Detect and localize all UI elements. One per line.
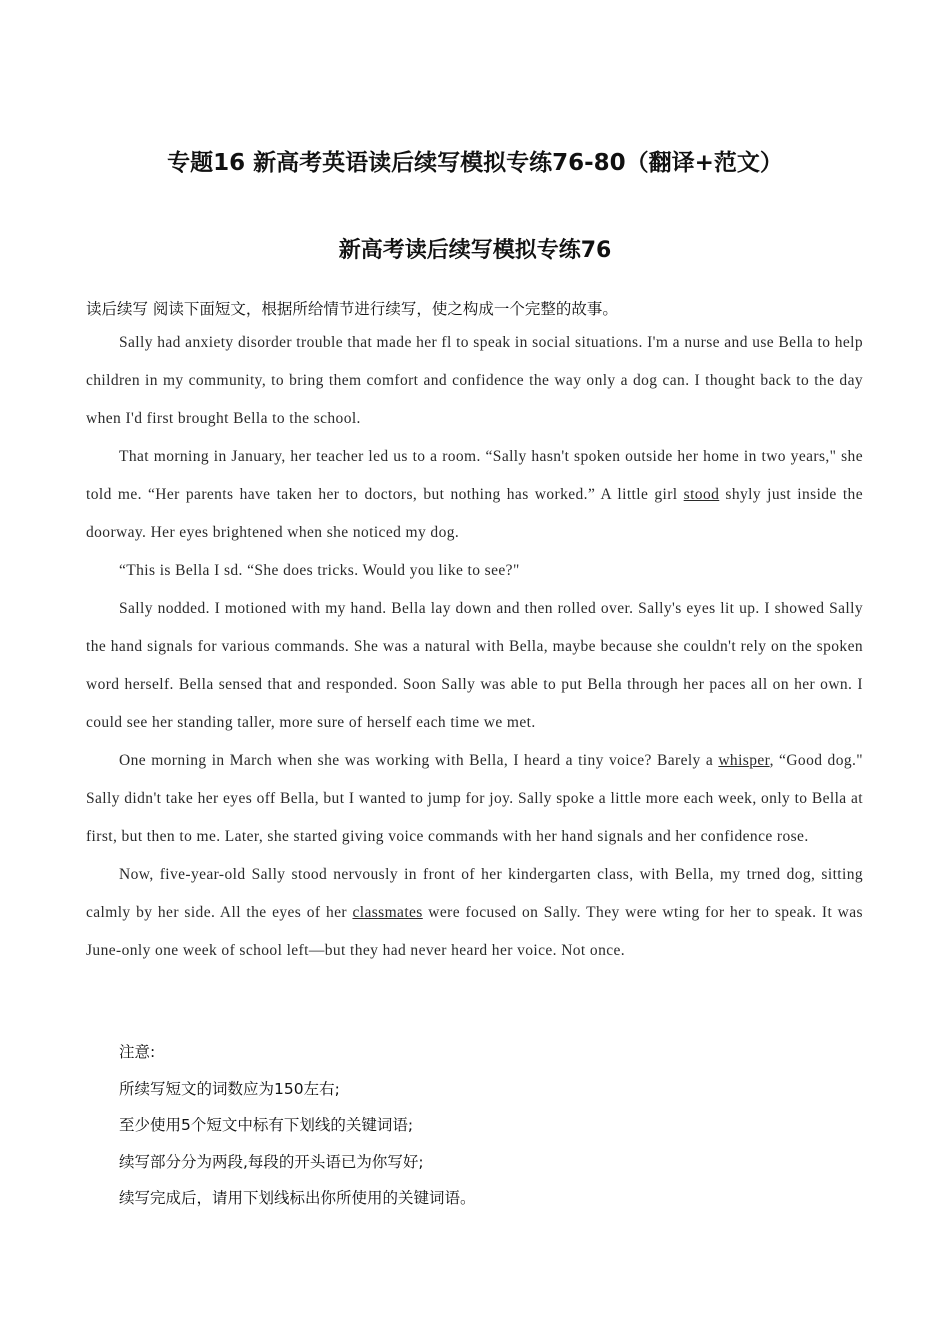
notes-heading: 注意: <box>119 1043 156 1061</box>
paragraph-5-text-b: , “Good dog." Sally didn't take her eyes off Bella, but I wanted to jump for joy. Sally spoke a little more each week, only to Bella at first, but then to me. Later, she started giving voice commands with her hand signals and her confidence rose. <box>86 752 864 845</box>
keyword-classmates: classmates <box>352 904 423 921</box>
note-word-count: 所续写短文的词数应为150左右; <box>119 1079 340 1098</box>
story-paragraph-2 <box>86 438 863 552</box>
note-keywords: 至少使用5个短文中标有下划线的关键词语; <box>119 1116 414 1134</box>
story-paragraph-5 <box>86 742 863 856</box>
paragraph-2-text-a: That morning in January, her teacher led us to a room. “Sally hasn't spoken outside her home in two years," she told me. “Her parents have taken her to doctors, but nothing has worked.” A little girl <box>86 448 863 503</box>
paragraph-5-text-a: One morning in March when she was working with Bella, I heard a tiny voice? Barely a <box>119 752 719 769</box>
note-underline: 续写完成后，请用下划线标出你所使用的关键词语。 <box>119 1189 476 1207</box>
story-paragraph-3: “This is Bella I sd. “She does tricks. Would you like to see?" <box>119 562 520 579</box>
story-paragraph-4: Sally nodded. I motioned with my hand. Bella lay down and then rolled over. Sally's eyes lit up. I showed Sally the hand signals for various commands. She was a natural with Bella, maybe because she couldn't rely on the spoken word herself. Bella sensed that and responded. Soon Sally was able to put Bella through her paces all on her own. I could see her standing taller, more sure of herself each time we met. <box>86 600 863 731</box>
story-paragraph-1: Sally had anxiety disorder trouble that made her fl to speak in social situations. I'm a nurse and use Bella to help children in my community, to bring them comfort and confidence the way only a dog can. I thought back to the day when I'd first brought Bella to the school. <box>86 334 863 427</box>
section-subtitle: 新高考读后续写模拟专练76 <box>338 238 612 263</box>
paragraph-6-text-b: were focused on Sally. They were wting for her to speak. It was June-only one week of school left—but they had never heard her voice. Not once. <box>86 904 863 959</box>
document-title: 专题16 新高考英语读后续写模拟专练76-80（翻译+范文） <box>167 150 783 176</box>
story-text <box>86 324 863 970</box>
story-paragraph-6 <box>86 856 863 970</box>
notes-section <box>119 1034 859 1217</box>
task-instruction: 读后续写 阅读下面短文，根据所给情节进行续写，使之构成一个完整的故事。 <box>86 300 618 318</box>
paragraph-2-text-b: shyly just inside the doorway. Her eyes brightened when she noticed my dog. <box>86 486 863 541</box>
paragraph-6-text-a: Now, five-year-old Sally stood nervously in front of her kindergarten class, with Bella, my trned dog, sitting calmly by her side. All the eyes of her <box>86 866 863 921</box>
keyword-whisper: whisper <box>718 752 770 769</box>
keyword-stood: stood <box>683 486 720 503</box>
note-paragraphs: 续写部分分为两段,每段的开头语已为你写好; <box>119 1152 424 1171</box>
